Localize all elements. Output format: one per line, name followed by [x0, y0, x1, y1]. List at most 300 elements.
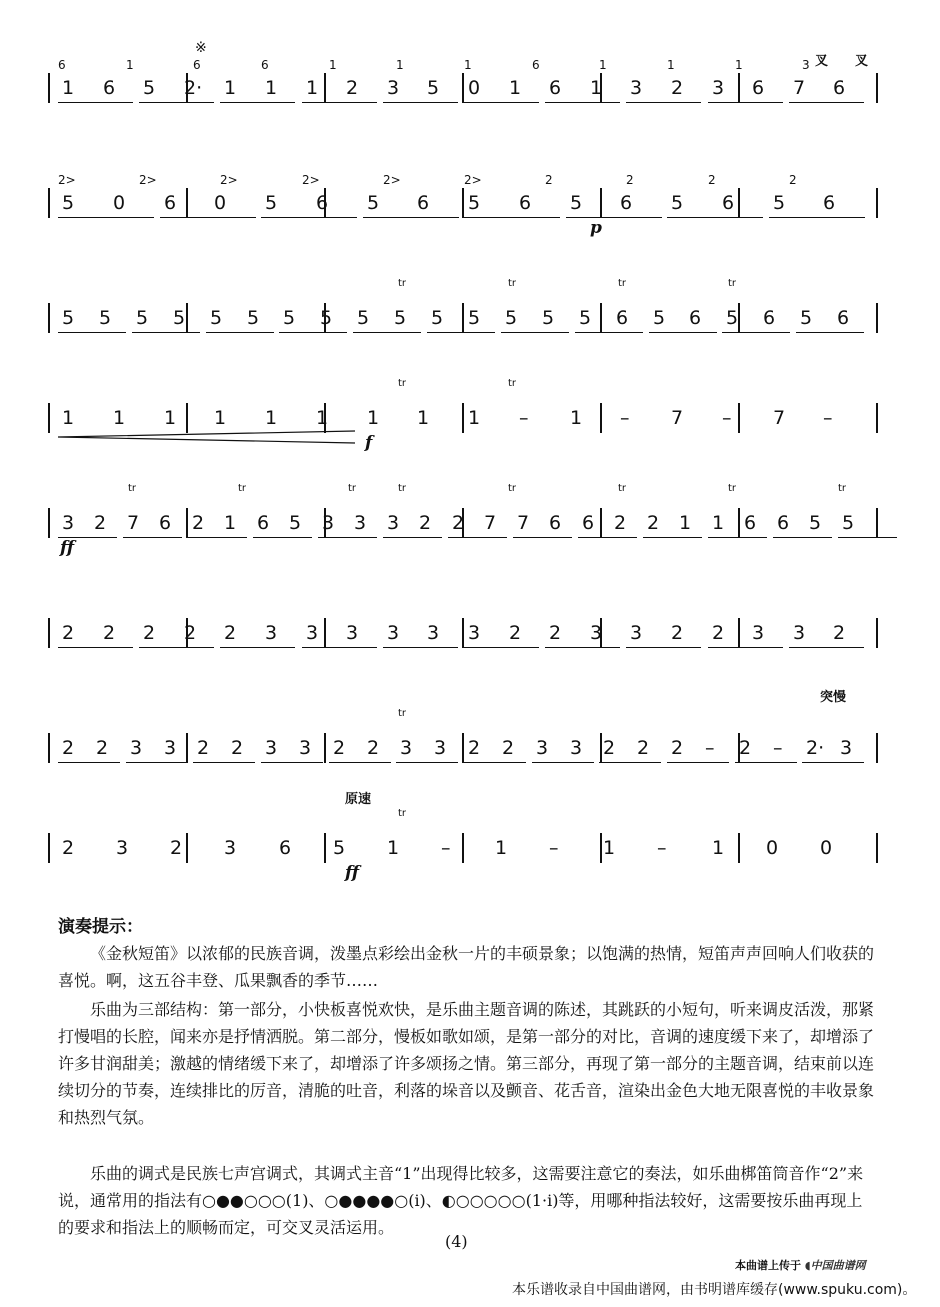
note: 3 [62, 512, 75, 534]
beam-line [353, 332, 421, 333]
note: 5 [143, 77, 156, 99]
note: 3 [322, 512, 335, 534]
bar-line [876, 833, 878, 863]
note: 2 [96, 737, 109, 759]
note: – [722, 407, 732, 429]
note: 3 [265, 737, 278, 759]
note: 2 [143, 622, 156, 644]
tempo-label: 原速 [345, 792, 372, 807]
beam-line [838, 537, 897, 538]
note: 6 [316, 192, 329, 214]
trill-mark: tr [128, 483, 137, 494]
bar-line [600, 303, 602, 333]
beam-line [532, 762, 594, 763]
beam-line [464, 102, 539, 103]
note: 2· [806, 737, 825, 759]
grace-note: 1 [464, 58, 472, 72]
notes-paragraph-1: 《金秋短笛》以浓郁的民族音调，泼墨点彩绘出金秋一片的丰硕景象；以饱满的热情，短笛声声回响人们收获的喜悦。啊，这五谷丰登、瓜果飘香的季节…… [58, 944, 875, 990]
dynamic-mark: ff [60, 538, 75, 558]
note: 5 [357, 307, 370, 329]
note: 3 [570, 737, 583, 759]
beam-line [708, 102, 783, 103]
note: 3 [387, 512, 400, 534]
note: 2 [671, 622, 684, 644]
note: 3 [130, 737, 143, 759]
beam-line [427, 332, 495, 333]
note: 5 [570, 192, 583, 214]
note: 3 [354, 512, 367, 534]
beam-line [464, 647, 539, 648]
bar-line [186, 833, 188, 863]
note: 1 [367, 407, 380, 429]
note: 0 [113, 192, 126, 214]
note: 7 [127, 512, 140, 534]
score-line-8 [0, 792, 940, 895]
page-number: (4) [445, 1232, 468, 1251]
dynamic-mark: f [365, 433, 373, 453]
beam-line [383, 647, 458, 648]
note: 2 [647, 512, 660, 534]
grace-note: 2> [220, 173, 238, 187]
beam-line [58, 332, 126, 333]
grace-note: 2 [545, 173, 553, 187]
note: – [519, 407, 529, 429]
note: – [705, 737, 715, 759]
trill-mark: tr [508, 483, 517, 494]
note: 1 [214, 407, 227, 429]
note: 2 [452, 512, 465, 534]
bar-line [324, 833, 326, 863]
note: 0 [468, 77, 481, 99]
grace-note: 1 [735, 58, 743, 72]
note: 3 [536, 737, 549, 759]
beam-line [769, 217, 865, 218]
note: 2 [184, 622, 197, 644]
beam-line [58, 647, 133, 648]
beam-line [220, 647, 295, 648]
beam-line [279, 332, 347, 333]
note: 3 [299, 737, 312, 759]
beam-line [302, 102, 377, 103]
note: 1 [164, 407, 177, 429]
grace-note: 2> [383, 173, 401, 187]
note: 6 [519, 192, 532, 214]
note: 6 [164, 192, 177, 214]
note: 3 [306, 622, 319, 644]
bar-line [324, 73, 326, 103]
bar-line [462, 403, 464, 433]
note: 2 [603, 737, 616, 759]
trill-mark: tr [508, 378, 517, 389]
bar-line [600, 833, 602, 863]
note: 0 [820, 837, 833, 859]
beam-line [649, 332, 717, 333]
note: 5 [210, 307, 223, 329]
note: 7 [671, 407, 684, 429]
note: 5 [542, 307, 555, 329]
note: 6 [744, 512, 757, 534]
tempo-label: 突慢 [820, 690, 847, 705]
bar-line [462, 303, 464, 333]
beam-line [132, 332, 200, 333]
grace-note: 6 [58, 58, 66, 72]
note: 6 [417, 192, 430, 214]
note: 1 [417, 407, 430, 429]
beam-line [626, 647, 701, 648]
beam-line [501, 332, 569, 333]
bar-line [738, 618, 740, 648]
note: 3 [712, 77, 725, 99]
score-line-4 [0, 378, 940, 465]
note: 7 [793, 77, 806, 99]
note: 2 [671, 77, 684, 99]
note: 1 [306, 77, 319, 99]
note: 1 [265, 407, 278, 429]
beam-line [253, 537, 312, 538]
beam-line [789, 647, 864, 648]
note: 6 [752, 77, 765, 99]
beam-line [396, 762, 458, 763]
note: 5 [773, 192, 786, 214]
note: – [441, 837, 451, 859]
score-line-2 [0, 170, 940, 250]
note: 3 [164, 737, 177, 759]
note: 2 [468, 737, 481, 759]
upload-note [735, 1257, 866, 1273]
note: 5 [62, 192, 75, 214]
note: 3 [387, 622, 400, 644]
beam-line [796, 332, 864, 333]
upload-text: 本曲谱上传于 [735, 1259, 801, 1272]
crescendo-hairpin [0, 385, 360, 455]
trill-mark: tr [348, 483, 357, 494]
grace-note: 1 [599, 58, 607, 72]
note: 5 [367, 192, 380, 214]
dynamic-mark: ff [345, 863, 360, 883]
bar-line [876, 73, 878, 103]
note: 5 [394, 307, 407, 329]
beam-line [735, 762, 797, 763]
bar-line [876, 403, 878, 433]
note: 5 [247, 307, 260, 329]
bar-line [186, 303, 188, 333]
note: 1 [62, 407, 75, 429]
note: 1 [590, 77, 603, 99]
grace-note: 1 [396, 58, 404, 72]
bar-line [738, 73, 740, 103]
beam-line [566, 217, 662, 218]
trill-mark: tr [838, 483, 847, 494]
note: 2 [94, 512, 107, 534]
note: 3 [590, 622, 603, 644]
note: 3 [840, 737, 853, 759]
note: 0 [214, 192, 227, 214]
note: – [657, 837, 667, 859]
note: 2 [712, 622, 725, 644]
trill-mark: tr [508, 278, 517, 289]
note: 1 [509, 77, 522, 99]
grace-note: 1 [126, 58, 134, 72]
beam-line [667, 217, 763, 218]
beam-line [58, 762, 120, 763]
note: 6 [837, 307, 850, 329]
trill-mark: tr [398, 483, 407, 494]
notes-paragraph-3: 乐曲的调式是民族七声宫调式，其调式主音“1”出现得比较多，这需要注意它的奏法，如乐曲梆笛筒音作“2”来说，通常用的指法有○●●○○○(1)、○●●●●○(i)、◐○○○○○(1·i)等，用哪种指法较好，这需要按乐曲再现上的要求和指法上的顺畅而定，可交叉灵活运用。 [58, 1164, 864, 1237]
beam-line [626, 102, 701, 103]
bar-line [462, 618, 464, 648]
grace-note: 1 [667, 58, 675, 72]
note: 5 [653, 307, 666, 329]
note: 3 [468, 622, 481, 644]
note: 6 [616, 307, 629, 329]
note: 1 [62, 77, 75, 99]
note: 3 [434, 737, 447, 759]
beam-line [160, 217, 256, 218]
beam-line [708, 647, 783, 648]
note: 5 [468, 192, 481, 214]
note: 2 [637, 737, 650, 759]
note: 5 [173, 307, 186, 329]
note: 2 [333, 737, 346, 759]
bar-line [48, 733, 50, 763]
note: 3 [400, 737, 413, 759]
note: 2 [62, 737, 75, 759]
dynamic-mark: p [590, 218, 602, 238]
beam-line [383, 537, 442, 538]
score-line-7 [0, 690, 940, 795]
beam-line [464, 762, 526, 763]
bar-line [186, 188, 188, 218]
note: 3 [346, 622, 359, 644]
beam-line [58, 217, 154, 218]
note: 6 [549, 77, 562, 99]
note: – [823, 407, 833, 429]
beam-line [220, 102, 295, 103]
bar-line [324, 618, 326, 648]
note: 7 [773, 407, 786, 429]
grace-note: 2> [464, 173, 482, 187]
beam-line [58, 102, 133, 103]
beam-line [383, 102, 458, 103]
segno-sign: ※ [195, 40, 207, 56]
note: 5 [505, 307, 518, 329]
note: – [620, 407, 630, 429]
bar-line [738, 188, 740, 218]
note: 3 [630, 622, 643, 644]
note: 1 [265, 77, 278, 99]
bar-line [876, 508, 878, 538]
note: 1 [224, 77, 237, 99]
note: 6 [103, 77, 116, 99]
score-line-5 [0, 483, 940, 570]
note: 3 [387, 77, 400, 99]
note: – [773, 737, 783, 759]
note: 1 [113, 407, 126, 429]
bar-line [186, 508, 188, 538]
beam-line [126, 762, 188, 763]
note: 0 [766, 837, 779, 859]
beam-line [599, 762, 661, 763]
trill-mark: tr [618, 278, 627, 289]
bar-line [48, 73, 50, 103]
beam-line [261, 217, 357, 218]
bar-line [324, 733, 326, 763]
bar-line [48, 833, 50, 863]
grace-note: 3 [802, 58, 810, 72]
beam-line [545, 102, 620, 103]
beam-line [789, 102, 864, 103]
beam-line [139, 102, 214, 103]
beam-line [261, 762, 323, 763]
note: 2 [502, 737, 515, 759]
note: 3 [427, 622, 440, 644]
trill-mark: tr [238, 483, 247, 494]
note: 3 [224, 837, 237, 859]
note: 2 [231, 737, 244, 759]
note: 1 [495, 837, 508, 859]
note: 6 [257, 512, 270, 534]
trill-mark: tr [398, 278, 407, 289]
note: 2 [509, 622, 522, 644]
bar-line [876, 733, 878, 763]
tempo-label: 叉 [855, 54, 869, 69]
note: 5 [320, 307, 333, 329]
note: 5 [289, 512, 302, 534]
bar-line [48, 618, 50, 648]
bar-line [600, 733, 602, 763]
note: 6 [582, 512, 595, 534]
beam-line [318, 537, 377, 538]
note: 6 [763, 307, 776, 329]
note: 2 [62, 837, 75, 859]
bar-line [876, 188, 878, 218]
note: 2· [184, 77, 203, 99]
bar-line [462, 733, 464, 763]
notes-paragraph-2: 乐曲为三部结构：第一部分，小快板喜悦欢快，是乐曲主题音调的陈述，其跳跃的小短句，听来调皮活泼，那紧打慢唱的长腔，闻来亦是抒情洒脱。第二部分，慢板如歌如颂，是第一部分的对比，音调的速度缓下来了，却增添了许多甘润甜美；激越的情绪缓下来了，却增添了许多颂扬之情。第三部分，再现了第一部分的主题音调，结束前以连续切分的节奏，连续排比的厉音，清脆的吐音，利落的垛音以及颤音、花舌音，渲染出金色大地无限喜悦的丰收景象和热烈气氛。 [58, 1000, 875, 1127]
trill-mark: tr [398, 708, 407, 719]
note: 3 [265, 622, 278, 644]
note: 6 [777, 512, 790, 534]
note: 1 [387, 837, 400, 859]
note: 1 [468, 407, 481, 429]
note: 5 [427, 77, 440, 99]
note: 5 [726, 307, 739, 329]
note: 2 [614, 512, 627, 534]
note: 2 [419, 512, 432, 534]
note: 5 [579, 307, 592, 329]
grace-note: 1 [329, 58, 337, 72]
trill-mark: tr [398, 808, 407, 819]
bar-line [738, 403, 740, 433]
beam-line [545, 647, 620, 648]
grace-note: 2> [302, 173, 320, 187]
bar-line [600, 508, 602, 538]
trill-mark: tr [728, 278, 737, 289]
note: 6 [549, 512, 562, 534]
grace-note: 2 [708, 173, 716, 187]
score-line-1 [0, 40, 940, 135]
note: 5 [136, 307, 149, 329]
beam-line [513, 537, 572, 538]
bar-line [462, 73, 464, 103]
score-line-3 [0, 278, 940, 365]
note: 2 [170, 837, 183, 859]
trill-mark: tr [398, 378, 407, 389]
bar-line [48, 188, 50, 218]
beam-line [773, 537, 832, 538]
beam-line [123, 537, 182, 538]
bar-line [462, 188, 464, 218]
beam-line [363, 217, 459, 218]
grace-note: 2 [626, 173, 634, 187]
tempo-label: 叉 [815, 54, 829, 69]
note: 3 [630, 77, 643, 99]
bar-line [876, 303, 878, 333]
beam-line [302, 647, 377, 648]
beam-line [139, 647, 214, 648]
note: 2 [103, 622, 116, 644]
bar-line [876, 618, 878, 648]
beam-line [464, 217, 560, 218]
note: 1 [316, 407, 329, 429]
grace-note: 2> [58, 173, 76, 187]
note: 6 [159, 512, 172, 534]
note: 1 [570, 407, 583, 429]
beam-line [193, 762, 255, 763]
beam-line [188, 537, 247, 538]
site-logo: ◖中国曲谱网 [804, 1259, 866, 1272]
note: 6 [722, 192, 735, 214]
note: 3 [116, 837, 129, 859]
beam-line [722, 332, 790, 333]
note: 2 [62, 622, 75, 644]
note: 2 [549, 622, 562, 644]
bar-line [738, 833, 740, 863]
note: 1 [603, 837, 616, 859]
grace-note: 6 [193, 58, 201, 72]
note: 2 [192, 512, 205, 534]
trill-mark: tr [728, 483, 737, 494]
notes-title: 演奏提示： [58, 917, 143, 937]
note: 2 [346, 77, 359, 99]
note: 2 [197, 737, 210, 759]
bar-line [600, 403, 602, 433]
note: 5 [809, 512, 822, 534]
footer-credit: 本乐谱收录自中国曲谱网，由书明谱库缓存(www.spuku.com)。 [512, 1282, 917, 1298]
bar-line [462, 833, 464, 863]
note: 6 [823, 192, 836, 214]
grace-note: 2> [139, 173, 157, 187]
note: 6 [833, 77, 846, 99]
bar-line [48, 303, 50, 333]
note: 5 [283, 307, 296, 329]
beam-line [708, 537, 767, 538]
note: 5 [842, 512, 855, 534]
beam-line [578, 537, 637, 538]
note: 5 [468, 307, 481, 329]
grace-note: 6 [261, 58, 269, 72]
bar-line [738, 508, 740, 538]
note: 3 [793, 622, 806, 644]
beam-line [448, 537, 507, 538]
beam-line [643, 537, 702, 538]
score-line-6 [0, 600, 940, 680]
note: 5 [62, 307, 75, 329]
note: 5 [333, 837, 346, 859]
bar-line [186, 733, 188, 763]
note: 6 [620, 192, 633, 214]
note: 1 [712, 512, 725, 534]
